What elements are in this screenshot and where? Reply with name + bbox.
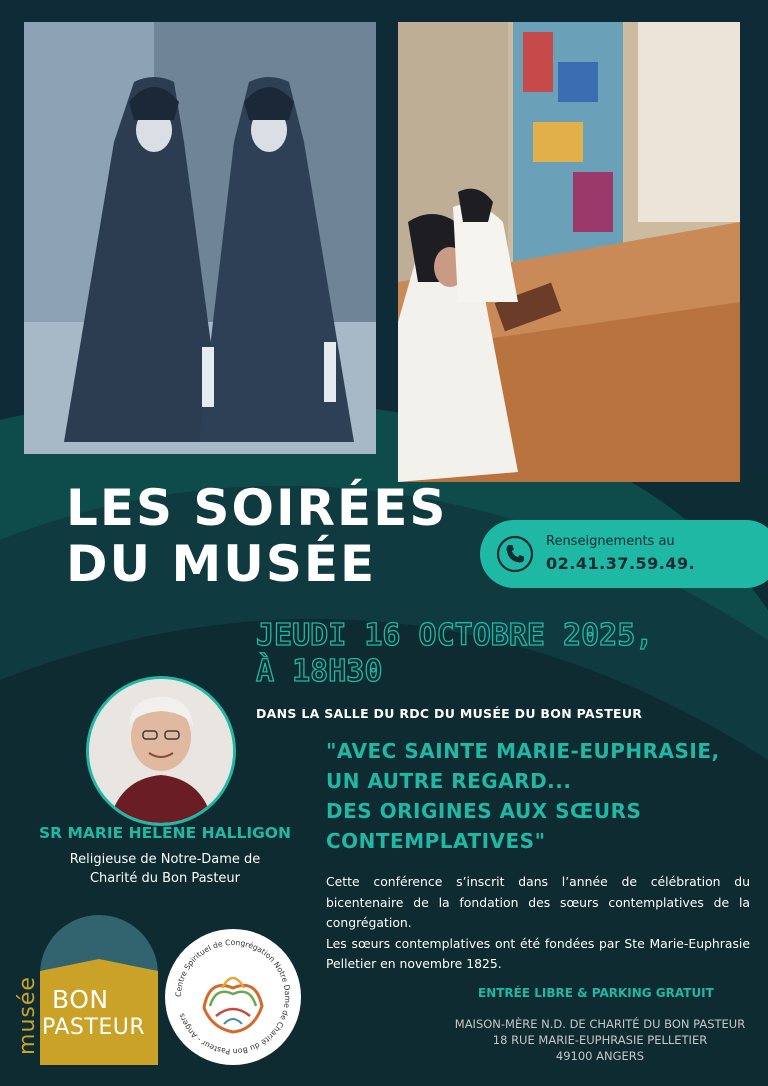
contact-label: Renseignements au [546,534,675,549]
title-line-2: DU MUSÉE [66,535,377,593]
address-line-3: 49100 ANGERS [555,1049,645,1063]
talk-title-line-2: UN AUTRE REGARD... [326,769,572,793]
logo-gold-top [40,959,158,971]
centre-spirituel-logo [164,928,302,1066]
phone-icon[interactable] [496,535,534,573]
title-line-1: LES SOIRÉES [66,479,448,537]
speaker-name: SR MARIE HELENE HALLIGON [39,824,291,842]
event-date-line-1: JEUDI 16 OCTOBRE 2025, [256,618,654,653]
speaker-portrait [86,676,236,826]
chapel-sisters-photo [398,22,740,482]
description-paragraph-1: Cette conférence s’inscrit dans l’année de célébration du bicentenaire de la fondation des sœurs contemplatives de la congrégation. [326,874,750,930]
event-time-line: À 18H30 [256,654,383,689]
musee-bon-pasteur-logo [10,915,160,1075]
talk-description [326,872,750,975]
talk-title-line-4: CONTEMPLATIVES" [326,829,546,853]
contact-phone-number[interactable]: 02.41.37.59.49. [546,554,696,573]
logo-bon-word: BON [52,985,109,1014]
poster-title [66,480,447,592]
centre-logo-ring-text: Centre Spirituel de Congrégation Notre Dame de Charité du Bon Pasteur - Angers [173,937,293,1057]
speaker-role-line-1: Religieuse de Notre-Dame de [69,852,261,867]
talk-title-line-1: "AVEC SAINTE MARIE-EUPHRASIE, [326,739,720,763]
talk-title-line-3: DES ORIGINES AUX SŒURS [326,799,642,823]
address-block [440,1016,760,1064]
contact-pill [480,520,768,588]
speaker-role-line-2: Charité du Bon Pasteur [89,871,240,886]
address-line-2: 18 RUE MARIE-EUPHRASIE PELLETIER [492,1033,708,1047]
logo-pasteur-word: PASTEUR [42,1015,146,1040]
event-venue: DANS LA SALLE DU RDC DU MUSÉE DU BON PASTEUR [256,706,643,721]
description-paragraph-2: Les sœurs contemplatives ont été fondées par Ste Marie-Euphrasie Pelletier en novembre 1825. [326,935,750,971]
free-entry-notice: ENTRÉE LIBRE & PARKING GRATUIT [478,986,714,1000]
logo-musee-word: musée [14,976,40,1055]
address-line-1: MAISON-MÈRE N.D. DE CHARITÉ DU BON PASTEUR [454,1017,746,1031]
event-date [256,618,756,690]
talk-title [326,736,756,856]
speaker-role [20,850,310,888]
historic-sisters-photo [24,22,376,454]
